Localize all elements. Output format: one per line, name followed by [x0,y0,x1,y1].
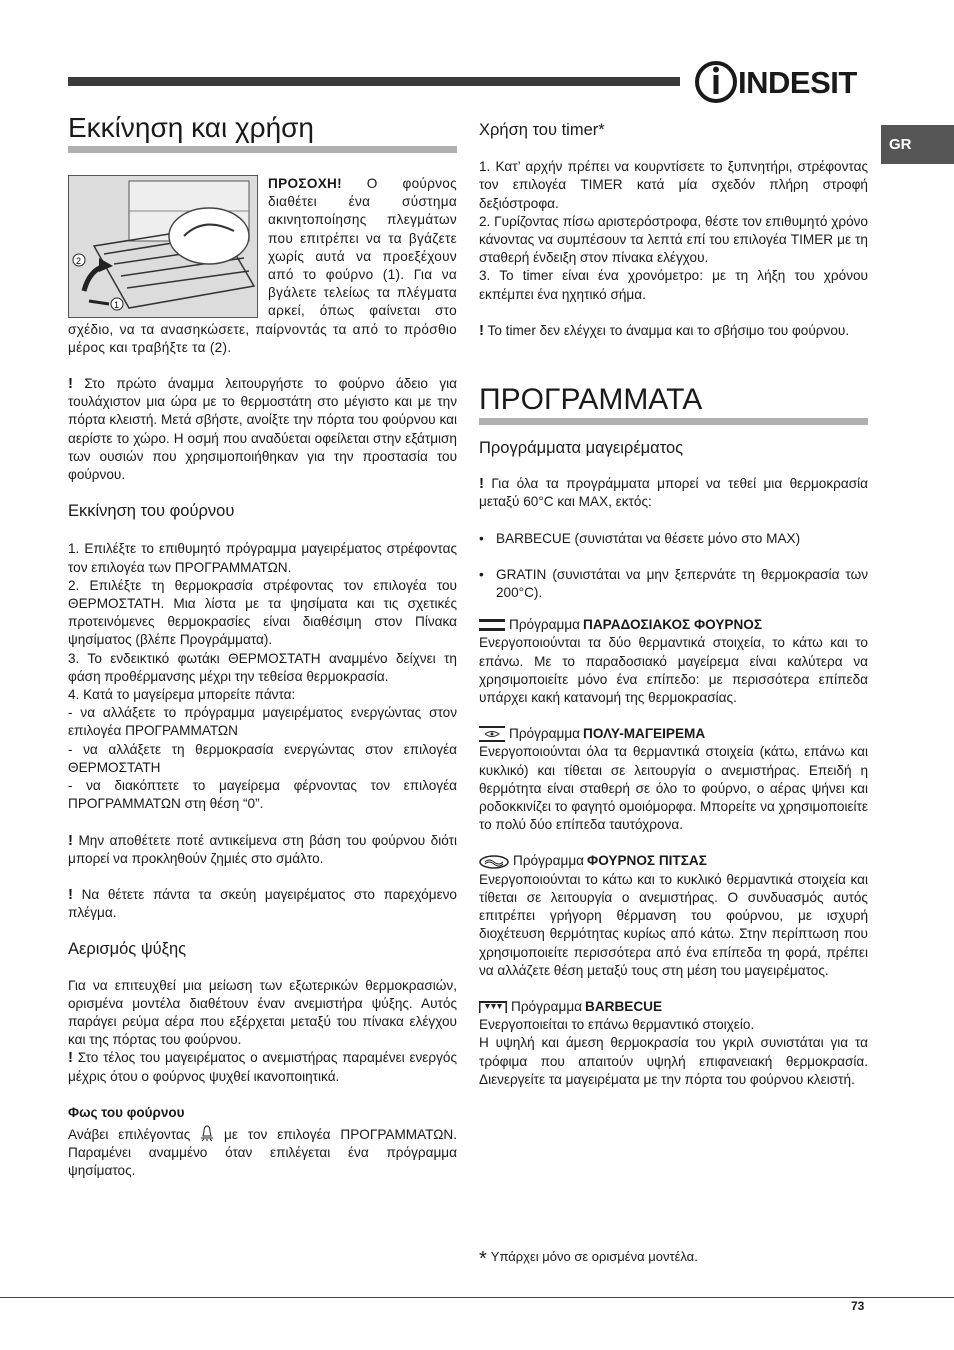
svg-text:2: 2 [76,256,82,266]
asterisk-icon: * [479,1248,487,1270]
program-name: BARBECUE [585,998,663,1014]
program-description: Ενεργοποιούνται τα δύο θερμαντικά στοιχεία, το κάτω και το επάνω. Με το παραδοσιακό μαγείρεμα είναι καλύτερα να χρησιμοποιείτε μόνο ένα επίπεδο: με περισσότερα επίπεδα υπάρχει κακή κατανομή της θερμοκρασίας. [479,635,868,706]
barbecue-icon [479,1000,507,1014]
start-step: - να αλλάξετε τη θερμοκρασία ενεργώντας στον επιλογέα ΘΕΡΜΟΣΤΑΤΗ [68,741,457,775]
program-name: ΦΟΥΡΝΟΣ ΠΙΤΣΑΣ [587,853,707,869]
exceptions-list [479,530,868,603]
light-text-end: με τον επιλογέα ΠΡΟΓΡΑΜΜΑΤΩΝ. Παραμένει αναμμένο όταν επιλέγεται ένα πρόγραμμα ψησίματος. [68,1126,457,1179]
exclamation-icon: ! [68,831,73,849]
exclamation-icon: ! [68,885,73,903]
program-name: ΠΟΛΥ-ΜΑΓΕΙΡΕΜΑ [583,726,706,742]
pizza-oven-icon [479,855,509,869]
program-multi [479,725,868,834]
timer-heading: Χρήση του timer* [479,121,605,139]
timer-note-text: Το timer δεν ελέγχει το άναμμα και το σβήσιμο του φούρνου. [484,322,850,338]
first-use-text: Στο πρώτο άναμμα λειτουργήστε το φούρνο άδειο για τουλάχιστον μια ώρα με το θερμοστάτη στο μέγιστο και με την πόρτα κλειστή. Μετά σβήστε, ανοίξτε την πόρτα του φούρνου και αερίστε το χώρο. Η οσμή που αναδύεται οφείλεται στην εξάτμιση των ουσιών που χρησιμοποιήθηκαν για την προστασία του φούρνου. [68,376,457,483]
program-description: Ενεργοποιούνται το κάτω και το κυκλικό θερμαντικά στοιχεία και τίθεται σε λειτουργία ο ανεμιστήρας. Ο συνδυασμός αυτός επιτρέπει γρήγορη θέρμανση του φούρνου, με ισχυρή διοχέτευση θερμότητας κυρίως από κάτω. Στην περίπτωση που χρησιμοποιείτε περισσότερα από ένα επίπεδα τη φορά, πρέπει να αλλάζετε θέση μεταξύ τους στη μέση του μαγειρέματος. [479,871,868,978]
light-heading: Φως του φούρνου [68,1104,185,1120]
start-step: - να διακόπτετε το μαγείρεμα φέρνοντας τον επιλογέα ΠΡΟΓΡΑΜΜΑΤΩΝ στη θέση “0”. [68,778,457,812]
cooking-heading: Προγράμματα μαγειρέματος [479,439,684,458]
svg-text:1: 1 [114,300,120,310]
language-tab: GR [881,125,954,164]
bottom-note [68,832,457,868]
program-prefix: Πρόγραμμα [509,726,581,742]
exclamation-icon: ! [68,1049,73,1067]
program-barbecue [479,998,868,1089]
timer-steps [479,158,868,304]
light-text-start: Ανάβει επιλέγοντας [68,1126,201,1142]
program-name: ΠΑΡΑΔΟΣΙΑΚΟΣ ΦΟΥΡΝΟΣ [583,617,763,633]
program-prefix: Πρόγραμμα [513,853,585,869]
warning-label: ΠΡΟΣΟΧΗ! [268,176,342,191]
lamp-icon [200,1124,214,1142]
warning-block [68,175,457,357]
start-step: 3. Το ενδεικτικό φωτάκι ΘΕΡΜΟΣΤΑΤΗ αναμμένο δείχνει τη φάση προθέρμανσης μέχρι την τεθείσα θερμοκρασία. [68,650,457,684]
program-description: Ενεργοποιείται το επάνω θερμαντικό στοιχείο. Η υψηλή και άμεση θερμοκρασία του γκριλ συνιστάται για τα τρόφιμα που απαιτούν υψηλή επιφανειακή θερμοκρασία. Διενεργείτε τα μαγειρέματα με την πόρτα του φούρνου κλειστή. [479,1017,868,1087]
header-rule [68,77,680,86]
timer-step: 3. Το timer είναι ένα χρονόμετρο: με τη λήξη του χρόνου εκπέμπει ένα ηχητικό σήμα. [479,268,868,302]
start-heading: Εκκίνηση του φούρνου [68,502,235,521]
multi-cooking-icon [479,726,505,742]
footer-rule [0,1297,954,1298]
list-item: • BARBECUE (συνιστάται να θέσετε μόνο στο MAX) [479,530,868,548]
start-step: 1. Επιλέξτε το επιθυμητό πρόγραμμα μαγειρέματος στρέφοντας τον επιλογέα των ΠΡΟΓΡΑΜΜΑΤΩΝ. [68,541,457,575]
left-column [68,110,457,1181]
cooling-text: Για να επιτευχθεί μια μείωση των εξωτερικών θερμοκρασιών, ορισμένα μοντέλα διαθέτουν έναν ανεμιστήρα ψύξης. Αυτός παράγει ρεύμα αέρα που εξέρχεται μεταξύ του πίνακα ελέγχου και της πόρτας του φούρνου. [68,977,457,1048]
traditional-oven-icon [479,618,505,632]
cooling-heading: Αερισμός ψύξης [68,940,187,959]
list-item: • GRATIN (συνιστάται να μην ξεπερνάτε τη θερμοκρασία των 200°C). [479,566,868,602]
exclamation-icon: ! [479,475,484,493]
cooking-intro [479,475,868,511]
cooling-note-text: Στο τέλος του μαγειρέματος ο ανεμιστήρας παραμένει ενεργός μέχρις ότου ο φούρνος ψυχθεί ικανοποιητικά. [68,1050,457,1084]
rack-illustration [68,175,258,318]
exclamation-icon: ! [479,321,484,339]
programs-title: ΠΡΟΓΡΑΜΜΑΤΑ [479,382,868,425]
cooking-intro-text: Για όλα τα προγράμματα μπορεί να τεθεί μια θερμοκρασία μεταξύ 60°C και MAX, εκτός: [479,476,868,510]
right-column [479,110,868,1089]
program-prefix: Πρόγραμμα [509,617,581,633]
brand-logo [694,58,870,106]
page-title: Εκκίνηση και χρήση [68,110,457,153]
first-use-note [68,375,457,484]
bottom-note-text: Μην αποθέτετε ποτέ αντικείμενα στη βάση του φούρνου διότι μπορεί να προκληθούν ζημιές στο σμάλτο. [68,832,457,866]
program-header [479,725,868,743]
program-pizza [479,852,868,979]
timer-note [479,322,868,340]
start-steps [68,540,457,813]
logo-wordmark: INDESIT [738,65,857,100]
exclamation-icon: ! [68,375,73,393]
timer-step: 2. Γυρίζοντας πίσω αριστερόστροφα, θέστε τον επιθυμητό χρόνο κάνοντας να συμπέσουν τα λεπτά επί του επιλογέα TIMER με τη σταθερή ένδειξη στον πίνακα ελέγχου. [479,213,868,266]
page-number: 73 [851,1299,865,1313]
program-header [479,852,868,870]
footnote [479,1248,698,1271]
timer-step: 1. Κατ’ αρχήν πρέπει να κουρντίσετε το ξυπνητήρι, στρέφοντας τον επιλογέα TIMER κατά μία σχεδόν πλήρη στροφή δεξιόστροφα. [479,159,868,211]
program-description: Ενεργοποιούνται όλα τα θερμαντικά στοιχεία (κάτω, επάνω και κυκλικό) και τίθεται σε λειτουργία ο ανεμιστήρας. Επειδή η θερμότητα είναι σταθερή σε όλο το φούρνο, ο αέρας ψήνει και ροδοκκινίζει το φαγητό ομοιόμορφα. Μπορείτε να χρησιμοποιείτε το πολύ δύο επίπεδα ταυτόχρονα. [479,744,868,833]
warning-body: Ο φούρνος διαθέτει ένα σύστημα ακινητοποίησης πλεγμάτων που επιτρέπει να τα βγάζετε χωρίς αυτά να προεξέχουν από το φούρνο (1). Για να βγάλετε τελείως τα πλέγματα αρκεί, όπως φαίνεται στο σχέδιο, να τα ανασηκώσετε, παίρνοντάς τα από το πρόσθιο μέρος και τραβήξτε τα (2). [68,176,457,355]
light-text [68,1124,457,1181]
rack-note [68,886,457,922]
program-header [479,616,868,634]
logo-i-icon [694,58,738,106]
start-step: 2. Επιλέξτε τη θερμοκρασία στρέφοντας τον επιλογέα του ΘΕΡΜΟΣΤΑΤΗ. Μια λίστα με τα ψησίματα και τις σχετικές προτεινόμενες θερμοκρασίες είναι διαθέσιμη στον Πίνακα ψησίματος (βλέπε Προγράμματα). [68,577,457,648]
program-header [479,998,868,1016]
cooling-note [68,1049,457,1085]
start-step: 4. Κατά το μαγείρεμα μπορείτε πάντα: [68,687,296,703]
program-prefix: Πρόγραμμα [511,998,583,1014]
rack-note-text: Να θέτετε πάντα τα σκεύη μαγειρέματος στο παρεχόμενο πλέγμα. [68,886,457,921]
program-traditional [479,616,868,707]
start-step: - να αλλάξετε το πρόγραμμα μαγειρέματος ενεργώντας στον επιλογέα ΠΡΟΓΡΑΜΜΑΤΩΝ [68,705,457,739]
footnote-text: Υπάρχει μόνο σε ορισμένα μοντέλα. [490,1249,698,1264]
